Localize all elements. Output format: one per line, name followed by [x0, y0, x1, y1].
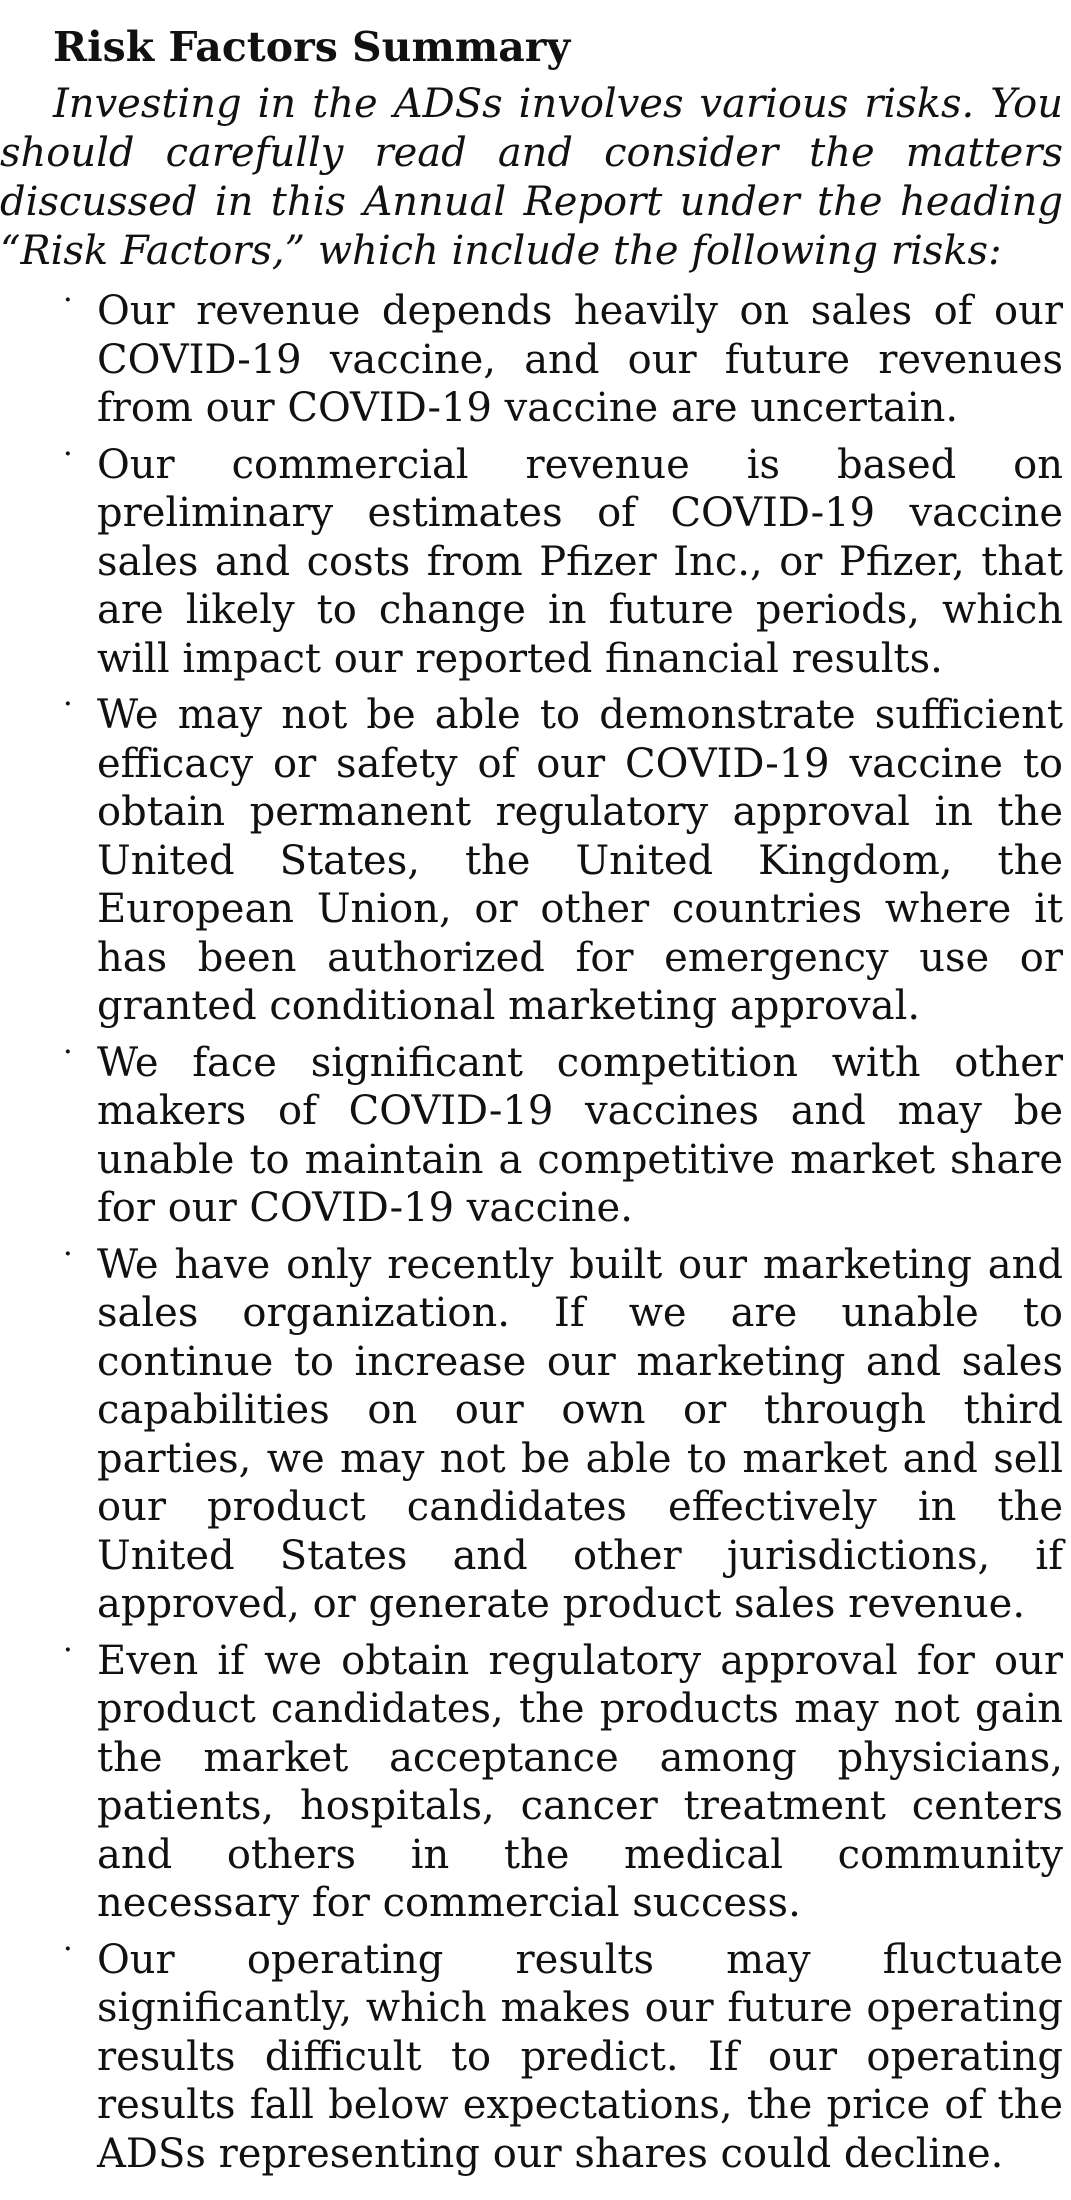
intro-paragraph: Investing in the ADSs involves various risks. You should carefully read and consider the matters discussed in this Annual Report under the heading “Risk Factors,” which include the following risks:	[0, 81, 1063, 274]
risk-text: Our operating results may fluctuate significantly, which makes our future operating results difficult to predict. If our operating results fall below expectations, the price of the ADSs representing our shares could decline.	[97, 1936, 1063, 2177]
bullet-icon: ·	[64, 287, 72, 313]
bullet-icon: ·	[64, 440, 72, 467]
risk-text: We have only recently built our marketing and sales organization. If we are unable to continue to increase our marketing and sales capabilities on our own or through third parties, we may not be able to market and sell our product candidates effectively in the United States and other jurisdictions, if approved, or generate product sales revenue.	[97, 1241, 1063, 1627]
risk-list-item	[0, 441, 1063, 684]
risk-list-item	[0, 1936, 1063, 2179]
bullet-icon: ·	[64, 1240, 72, 1267]
risk-text: Even if we obtain regulatory approval for our product candidates, the products may not gain the market acceptance among physicians, patients, hospitals, cancer treatment centers and others in the medical community necessary for commercial success.	[97, 1637, 1063, 1926]
risk-text: Our commercial revenue is based on preliminary estimates of COVID-19 vaccine sales and costs from Pfizer Inc., or Pfizer, that are likely to change in future periods, which will impact our reported financial results.	[97, 441, 1063, 682]
risk-list	[0, 287, 1071, 2186]
bullet-icon: ·	[64, 1038, 72, 1065]
risk-text: We may not be able to demonstrate sufficient efficacy or safety of our COVID-19 vaccine to obtain permanent regulatory approval in the United States, the United Kingdom, the European Union, or other countries where it has been authorized for emergency use or granted conditional marketing approval.	[97, 692, 1063, 1029]
bullet-icon: ·	[64, 1636, 72, 1663]
risk-list-item	[0, 1637, 1063, 1928]
bullet-icon: ·	[64, 1935, 72, 1962]
risk-list-item	[0, 1039, 1063, 1233]
bullet-icon: ·	[64, 691, 72, 717]
risk-list-item	[0, 691, 1063, 1031]
risk-list-item	[0, 287, 1063, 433]
risk-text: Our revenue depends heavily on sales of our COVID-19 vaccine, and our future revenues from our COVID-19 vaccine are uncertain.	[97, 288, 1063, 431]
risk-text: We face significant competition with other makers of COVID-19 vaccines and may be unable to maintain a competitive market share for our COVID-19 vaccine.	[97, 1039, 1063, 1231]
risk-list-item	[0, 1241, 1063, 1629]
section-title: Risk Factors Summary	[53, 23, 571, 71]
